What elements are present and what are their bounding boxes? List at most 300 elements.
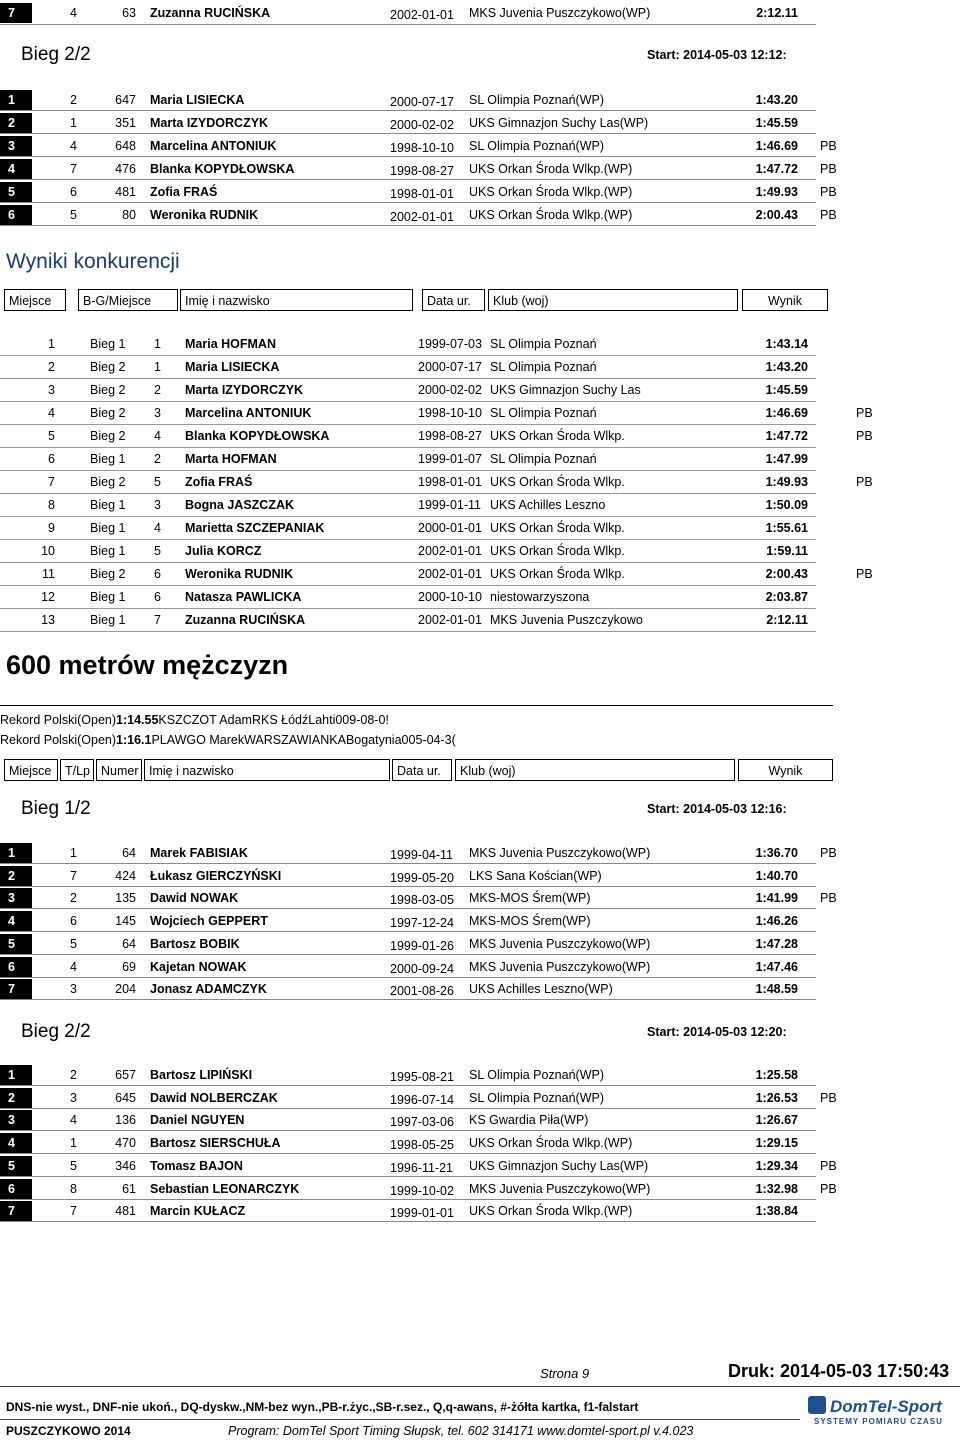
women-heat2-lane: 5 [70, 208, 77, 222]
event-name: PUSZCZYKOWO 2014 [6, 1424, 131, 1438]
results-athlete: Maria LISIECKA [185, 360, 280, 374]
results-athlete: Maria HOFMAN [185, 337, 276, 351]
men-heat1-lane: 4 [70, 959, 77, 974]
men-heat1-row [0, 866, 816, 887]
top-row-birthdate: 2002-01-01 [390, 8, 454, 22]
results-athlete: Bogna JASZCZAK [185, 498, 295, 512]
women-heat2-place: 3 [0, 136, 32, 156]
results-result: 1:55.61 [765, 521, 808, 535]
men-heat2-place: 2 [0, 1088, 32, 1108]
women-heat2-club: UKS Gimnazjon Suchy Las(WP) [469, 116, 649, 130]
men-heat1-birthdate: 1999-04-11 [390, 848, 454, 862]
women-heat2-place: 4 [0, 159, 32, 179]
record-date: 005-04-3( [401, 733, 456, 747]
men-heat1-result: 1:47.28 [755, 936, 798, 951]
results-club: SL Olimpia Poznań [490, 360, 597, 374]
results-club: SL Olimpia Poznań [490, 452, 597, 466]
women-heat2-row [0, 90, 816, 111]
results-result: 1:45.59 [765, 383, 808, 397]
men-heat1-athlete: Bartosz BOBIK [150, 936, 240, 951]
men-heat1-place: 3 [0, 888, 32, 908]
men-heat2-row [0, 1179, 837, 1200]
women-heat2-number: 80 [122, 208, 136, 222]
results-club: MKS Juvenia Puszczykowo [490, 613, 643, 627]
men-heat2-athlete: Tomasz BAJON [150, 1158, 243, 1173]
women-heat2-club: SL Olimpia Poznań(WP) [469, 139, 604, 153]
records-top-line [0, 705, 833, 706]
results-club: SL Olimpia Poznań [490, 406, 597, 420]
results-divider [0, 631, 816, 632]
men-header-lane: T/Lp [60, 759, 94, 781]
men-heat2-row [0, 1201, 816, 1222]
men-heat2-divider [0, 1108, 816, 1109]
women-heat2-lane: 1 [70, 116, 77, 130]
results-club: UKS Achilles Leszno [490, 498, 606, 512]
results-place: 13 [41, 613, 55, 627]
men-heat1-club: LKS Sana Kościan(WP) [469, 868, 602, 883]
women-heat2-birthdate: 1998-08-27 [390, 164, 454, 178]
men-heat2-pb: PB [820, 1181, 837, 1196]
record-date: 009-08-0! [335, 713, 389, 727]
results-club: UKS Orkan Środa Wlkp. [490, 544, 625, 558]
men-heat1-divider [0, 863, 816, 864]
results-row [0, 563, 873, 586]
men-heat1-athlete: Wojciech GEPPERT [150, 914, 268, 929]
men-heat2-result: 1:25.58 [755, 1068, 798, 1082]
women-heat2-divider [0, 156, 816, 157]
men-heat1-divider [0, 999, 816, 1000]
women-heat2-result: 1:47.72 [755, 162, 798, 176]
men-heat2-result: 1:29.15 [755, 1136, 798, 1151]
results-heat: Bieg 2 [90, 429, 126, 443]
men-heat1-start: Start: 2014-05-03 12:16: [647, 802, 787, 816]
logo-text: DomTel-Sport [830, 1397, 942, 1416]
record-holder: PLAWGO Marek [151, 733, 245, 747]
results-row [0, 494, 816, 517]
men-heat1-result: 1:40.70 [755, 868, 798, 883]
men-heat2-club: UKS Orkan Środa Wlkp.(WP) [469, 1204, 633, 1219]
header-club: Klub (woj) [488, 289, 738, 311]
results-heat: Bieg 1 [90, 544, 126, 558]
results-athlete: Julia KORCZ [185, 544, 262, 558]
men-heat1-place: 4 [0, 911, 32, 931]
results-club: UKS Orkan Środa Wlkp. [490, 475, 625, 489]
domtel-logo [808, 1392, 954, 1426]
women-heat2-place: 5 [0, 182, 32, 202]
results-place: 5 [48, 429, 55, 443]
record-row [0, 733, 833, 753]
results-heat: Bieg 1 [90, 590, 126, 604]
results-athlete: Zuzanna RUCIŃSKA [185, 613, 306, 627]
men-heat1-number: 145 [115, 914, 136, 929]
women-heat2-athlete: Marcelina ANTONIUK [150, 139, 277, 153]
women-heat2-athlete: Maria LISIECKA [150, 93, 245, 107]
results-club: UKS Orkan Środa Wlkp. [490, 567, 625, 581]
header-date: Data ur. [422, 289, 485, 311]
results-birthdate: 2002-01-01 [418, 567, 482, 581]
results-birthdate: 2002-01-01 [418, 613, 482, 627]
men-heat1-number: 64 [122, 846, 136, 860]
men-heat2-divider [0, 1153, 816, 1154]
results-place: 9 [48, 521, 55, 535]
results-place: 8 [48, 498, 55, 512]
top-row-divider [0, 24, 816, 25]
men-heat2-birthdate: 1998-05-25 [390, 1138, 454, 1153]
women-heat2-place: 6 [0, 205, 32, 225]
women-heat2-lane: 6 [70, 185, 77, 199]
men-heat1-pb: PB [820, 846, 837, 860]
top-row-lane: 4 [70, 6, 77, 20]
record-label: Rekord Polski(Open) [0, 713, 117, 727]
women-heat2-divider [0, 225, 816, 226]
men-heat1-divider [0, 886, 816, 887]
women-heat2-result: 1:46.69 [755, 139, 798, 153]
footer-line-1 [0, 1386, 960, 1387]
results-row [0, 471, 873, 494]
women-heat2-club: SL Olimpia Poznań(WP) [469, 93, 604, 107]
men-heat2-birthdate: 1999-01-01 [390, 1206, 454, 1221]
results-birthdate: 1999-01-11 [418, 498, 482, 512]
women-heat2-divider [0, 179, 816, 180]
women-heat2-birthdate: 1998-01-01 [390, 187, 454, 201]
results-birthdate: 1999-01-07 [418, 452, 482, 466]
page-number: Strona 9 [540, 1366, 590, 1381]
results-heat: Bieg 2 [90, 360, 126, 374]
results-result: 2:12.11 [766, 613, 808, 627]
women-heat2-divider [0, 202, 816, 203]
women-heat2-birthdate: 2002-01-01 [390, 210, 454, 224]
men-heat2-start: Start: 2014-05-03 12:20: [647, 1025, 787, 1039]
women-heat2-result: 1:49.93 [755, 185, 798, 199]
results-athlete: Zofia FRAŚ [185, 475, 253, 489]
results-row [0, 540, 816, 563]
women-heat2-start: Start: 2014-05-03 12:12: [647, 48, 787, 62]
men-header-num: Numer [96, 759, 142, 781]
results-row [0, 448, 816, 471]
men-heat2-athlete: Marcin KUŁACZ [150, 1204, 246, 1219]
program-info: Program: DomTel Sport Timing Słupsk, tel. 602 314171 www.domtel-sport.pl v.4.023 [228, 1424, 694, 1438]
results-birthdate: 2002-01-01 [418, 544, 482, 558]
women-heat2-number: 476 [115, 162, 136, 176]
men-heat2-lane: 2 [70, 1068, 77, 1082]
women-heat2-row [0, 205, 837, 226]
record-time: 1:16.1 [116, 733, 152, 747]
men-heat1-place: 5 [0, 934, 32, 954]
record-club: WARSZAWIANKA [244, 733, 346, 747]
women-heat2-row [0, 182, 837, 203]
results-club: UKS Gimnazjon Suchy Las [490, 383, 641, 397]
footer-line-2 [0, 1419, 800, 1420]
results-heat-place: 5 [154, 544, 161, 558]
men-heat1-club: MKS-MOS Śrem(WP) [469, 914, 591, 929]
women-heat2-number: 481 [115, 185, 136, 199]
women-heat2-number: 648 [115, 139, 136, 153]
men-heat1-number: 204 [115, 982, 136, 997]
men-heat1-place: 7 [0, 979, 32, 999]
men-heat2-pb: PB [820, 1158, 837, 1173]
results-place: 1 [48, 337, 55, 351]
results-athlete: Marietta SZCZEPANIAK [185, 521, 325, 535]
results-row [0, 609, 816, 632]
record-label: Rekord Polski(Open) [0, 733, 117, 747]
men-heat1-athlete: Dawid NOWAK [150, 891, 239, 906]
men-heat2-club: MKS Juvenia Puszczykowo(WP) [469, 1181, 651, 1196]
men-heat1-birthdate: 1997-12-24 [390, 916, 454, 931]
men-heat2-row [0, 1110, 816, 1131]
women-heat2-pb: PB [820, 185, 837, 199]
results-birthdate: 1999-07-03 [418, 337, 482, 351]
women-heat2-place: 2 [0, 113, 32, 133]
men-heat2-result: 1:32.98 [755, 1181, 798, 1196]
men-heat1-result: 1:36.70 [755, 846, 798, 860]
women-heat2-birthdate: 2000-07-17 [390, 95, 454, 109]
women-heat2-club: UKS Orkan Środa Wlkp.(WP) [469, 208, 633, 222]
results-heat: Bieg 1 [90, 498, 126, 512]
results-heat-place: 3 [154, 406, 161, 420]
men-heat2-number: 470 [115, 1136, 136, 1151]
men-heat1-athlete: Marek FABISIAK [150, 846, 248, 860]
women-heat2-result: 1:43.20 [755, 93, 798, 107]
women-heat2-athlete: Zofia FRAŚ [150, 185, 218, 199]
men-heat2-place: 4 [0, 1133, 32, 1153]
men-heat2-title: Bieg 2/2 [21, 1021, 91, 1042]
men-heat1-birthdate: 2000-09-24 [390, 961, 454, 976]
results-heat: Bieg 1 [90, 613, 126, 627]
men-heat1-number: 64 [122, 936, 136, 951]
men-header-place: Miejsce [4, 759, 58, 781]
men-heat2-club: UKS Gimnazjon Suchy Las(WP) [469, 1158, 649, 1173]
men-heat2-row [0, 1133, 816, 1154]
results-row [0, 333, 816, 356]
men-heat1-lane: 5 [70, 936, 77, 951]
results-place: 4 [48, 406, 55, 420]
results-place: 11 [42, 567, 55, 581]
men-heat2-lane: 3 [70, 1090, 77, 1105]
men-heat2-divider [0, 1221, 816, 1222]
men-heat1-athlete: Jonasz ADAMCZYK [150, 982, 267, 997]
results-athlete: Weronika RUDNIK [185, 567, 294, 581]
logo-subtext: SYSTEMY POMIARU CZASU [814, 1417, 943, 1426]
women-heat2-birthdate: 2000-02-02 [390, 118, 454, 132]
men-heat1-result: 1:41.99 [755, 891, 798, 906]
men-heat1-place: 2 [0, 866, 32, 886]
results-heat: Bieg 2 [90, 475, 126, 489]
men-heat1-row [0, 934, 816, 955]
men-heat2-athlete: Dawid NOLBERCZAK [150, 1090, 278, 1105]
results-place: 2 [48, 360, 55, 374]
men-heat2-number: 645 [115, 1090, 136, 1105]
men-heat1-row [0, 957, 816, 978]
results-pb: PB [856, 475, 873, 489]
men-heat2-athlete: Sebastian LEONARCZYK [150, 1181, 300, 1196]
results-heat-place: 3 [154, 498, 161, 512]
men-heat1-title: Bieg 1/2 [21, 798, 91, 819]
men-header-club: Klub (woj) [455, 759, 735, 781]
men-heat1-place: 1 [0, 843, 32, 863]
men-heat2-divider [0, 1176, 816, 1177]
header-name: Imię i nazwisko [180, 289, 413, 311]
record-row [0, 713, 833, 733]
men-heat2-club: SL Olimpia Poznań(WP) [469, 1090, 604, 1105]
women-heat2-row [0, 159, 837, 180]
results-row [0, 356, 816, 379]
results-birthdate: 2000-02-02 [418, 383, 482, 397]
men-heat2-result: 1:38.84 [755, 1204, 798, 1219]
results-heat: Bieg 2 [90, 406, 126, 420]
results-place: 3 [48, 383, 55, 397]
results-heat-place: 6 [154, 590, 161, 604]
men-heat1-birthdate: 2001-08-26 [390, 984, 454, 999]
results-heat-place: 7 [154, 613, 161, 627]
results-result: 1:43.14 [765, 337, 808, 351]
results-birthdate: 2000-07-17 [418, 360, 482, 374]
results-pb: PB [856, 567, 873, 581]
results-heat-place: 2 [154, 383, 161, 397]
results-pb: PB [856, 406, 873, 420]
results-row [0, 586, 816, 609]
men-heat1-number: 424 [115, 868, 136, 883]
results-heat: Bieg 2 [90, 567, 126, 581]
top-row-athlete: Zuzanna RUCIŃSKA [150, 6, 271, 20]
men-heat1-club: UKS Achilles Leszno(WP) [469, 982, 613, 997]
results-athlete: Marta IZYDORCZYK [185, 383, 304, 397]
print-date: Druk: 2014-05-03 17:50:43 [728, 1361, 950, 1381]
women-heat2-number: 351 [115, 116, 136, 130]
men-heat2-club: SL Olimpia Poznań(WP) [469, 1068, 604, 1082]
men-heat2-pb: PB [820, 1090, 837, 1105]
men-heat2-number: 481 [115, 1204, 136, 1219]
results-heat: Bieg 1 [90, 521, 126, 535]
men-heat1-lane: 7 [70, 868, 77, 883]
women-heat2-divider [0, 133, 816, 134]
men-heat2-birthdate: 1996-11-21 [390, 1160, 454, 1175]
men-heat1-row [0, 979, 816, 1000]
header-heat: B-G/Miejsce [78, 289, 178, 311]
men-heat2-athlete: Daniel NGUYEN [150, 1113, 245, 1128]
results-birthdate: 1998-08-27 [418, 429, 482, 443]
results-heat-place: 4 [154, 429, 161, 443]
women-heat2-number: 647 [115, 93, 136, 107]
men-heat2-lane: 7 [70, 1204, 77, 1219]
results-result: 1:47.99 [765, 452, 808, 466]
results-result: 1:43.20 [765, 360, 808, 374]
men-heat1-club: MKS Juvenia Puszczykowo(WP) [469, 846, 651, 860]
results-result: 1:50.09 [765, 498, 808, 512]
men-heat1-divider [0, 931, 816, 932]
domtel-logo-graphic [808, 1392, 954, 1426]
results-row [0, 402, 873, 425]
women-heat2-athlete: Marta IZYDORCZYK [150, 116, 269, 130]
results-result: 1:59.11 [766, 544, 808, 558]
men-heat2-number: 136 [115, 1113, 136, 1128]
men-event-title: 600 metrów mężczyzn [6, 650, 289, 680]
results-result: 2:00.43 [765, 567, 808, 581]
results-heat-place: 5 [154, 475, 161, 489]
results-birthdate: 1998-10-10 [418, 406, 482, 420]
results-athlete: Blanka KOPYDŁOWSKA [185, 429, 330, 443]
men-heat2-birthdate: 1995-08-21 [390, 1070, 454, 1084]
men-heat1-lane: 2 [70, 891, 77, 906]
men-heat1-row [0, 843, 837, 864]
men-heat2-row [0, 1088, 837, 1109]
results-result: 1:49.93 [765, 475, 808, 489]
men-heat1-row [0, 911, 816, 932]
men-heat2-lane: 5 [70, 1158, 77, 1173]
results-result: 1:46.69 [765, 406, 808, 420]
men-heat1-divider [0, 954, 816, 955]
men-heat1-birthdate: 1999-05-20 [390, 870, 454, 885]
results-pb: PB [856, 429, 873, 443]
top-row-number: 63 [122, 6, 136, 20]
men-heat2-number: 61 [122, 1181, 136, 1196]
record-holder: KSZCZOT Adam [158, 713, 252, 727]
results-athlete: Natasza PAWLICKA [185, 590, 302, 604]
header-place: Miejsce [4, 289, 66, 311]
men-heat1-birthdate: 1998-03-05 [390, 893, 454, 908]
men-heat2-athlete: Bartosz SIERSCHUŁA [150, 1136, 281, 1151]
results-result: 1:47.72 [765, 429, 808, 443]
men-heat2-place: 7 [0, 1201, 32, 1221]
men-heat2-place: 6 [0, 1179, 32, 1199]
top-row-result: 2:12.11 [756, 6, 798, 20]
results-club: UKS Orkan Środa Wlkp. [490, 429, 625, 443]
results-row [0, 379, 816, 402]
men-header-name: Imię i nazwisko [144, 759, 390, 781]
women-heat2-pb: PB [820, 208, 837, 222]
men-heat1-birthdate: 1999-01-26 [390, 938, 454, 953]
results-heat: Bieg 2 [90, 383, 126, 397]
men-heat2-club: KS Gwardia Piła(WP) [469, 1113, 589, 1128]
men-heat1-club: MKS-MOS Śrem(WP) [469, 891, 591, 906]
women-heat2-result: 2:00.43 [755, 208, 798, 222]
women-heat2-club: UKS Orkan Środa Wlkp.(WP) [469, 185, 633, 199]
women-heat2-pb: PB [820, 162, 837, 176]
men-heat2-lane: 8 [70, 1181, 77, 1196]
results-result: 2:03.87 [765, 590, 808, 604]
women-heat2-athlete: Blanka KOPYDŁOWSKA [150, 162, 295, 176]
record-time: 1:14.55 [116, 713, 159, 727]
men-heat2-row [0, 1065, 816, 1086]
results-place: 12 [41, 590, 55, 604]
results-club: SL Olimpia Poznań [490, 337, 597, 351]
women-heat2-club: UKS Orkan Środa Wlkp.(WP) [469, 162, 633, 176]
results-athlete: Marta HOFMAN [185, 452, 277, 466]
men-heat2-birthdate: 1997-03-06 [390, 1115, 454, 1130]
results-place: 10 [41, 544, 55, 558]
men-heat2-row [0, 1156, 837, 1177]
results-birthdate: 2000-10-10 [418, 590, 482, 604]
men-heat1-result: 1:47.46 [755, 959, 798, 974]
results-heat: Bieg 1 [90, 452, 126, 466]
results-heat-place: 1 [154, 360, 161, 374]
results-heat: Bieg 1 [90, 337, 126, 351]
legend-text: DNS-nie wyst., DNF-nie ukoń., DQ-dyskw.,NM-bez wyn.,PB-r.życ.,SB-r.sez., Q,q-awans, #-żółta kartka, f1-falstart [6, 1400, 639, 1414]
men-heat1-lane: 3 [70, 982, 77, 997]
men-heat2-divider [0, 1199, 816, 1200]
men-heat2-divider [0, 1085, 816, 1086]
record-club: RKS Łódź [251, 713, 309, 727]
men-heat1-athlete: Kajetan NOWAK [150, 959, 247, 974]
women-heat2-lane: 2 [70, 93, 77, 107]
men-heat2-place: 3 [0, 1110, 32, 1130]
women-heat2-title: Bieg 2/2 [21, 44, 91, 65]
men-heat1-athlete: Łukasz GIERCZYŃSKI [150, 868, 282, 883]
women-heat2-athlete: Weronika RUDNIK [150, 208, 259, 222]
men-heat1-number: 69 [122, 959, 136, 974]
women-heat2-result: 1:45.59 [755, 116, 798, 130]
men-heat2-divider [0, 1130, 816, 1131]
men-heat2-birthdate: 1996-07-14 [390, 1092, 454, 1107]
